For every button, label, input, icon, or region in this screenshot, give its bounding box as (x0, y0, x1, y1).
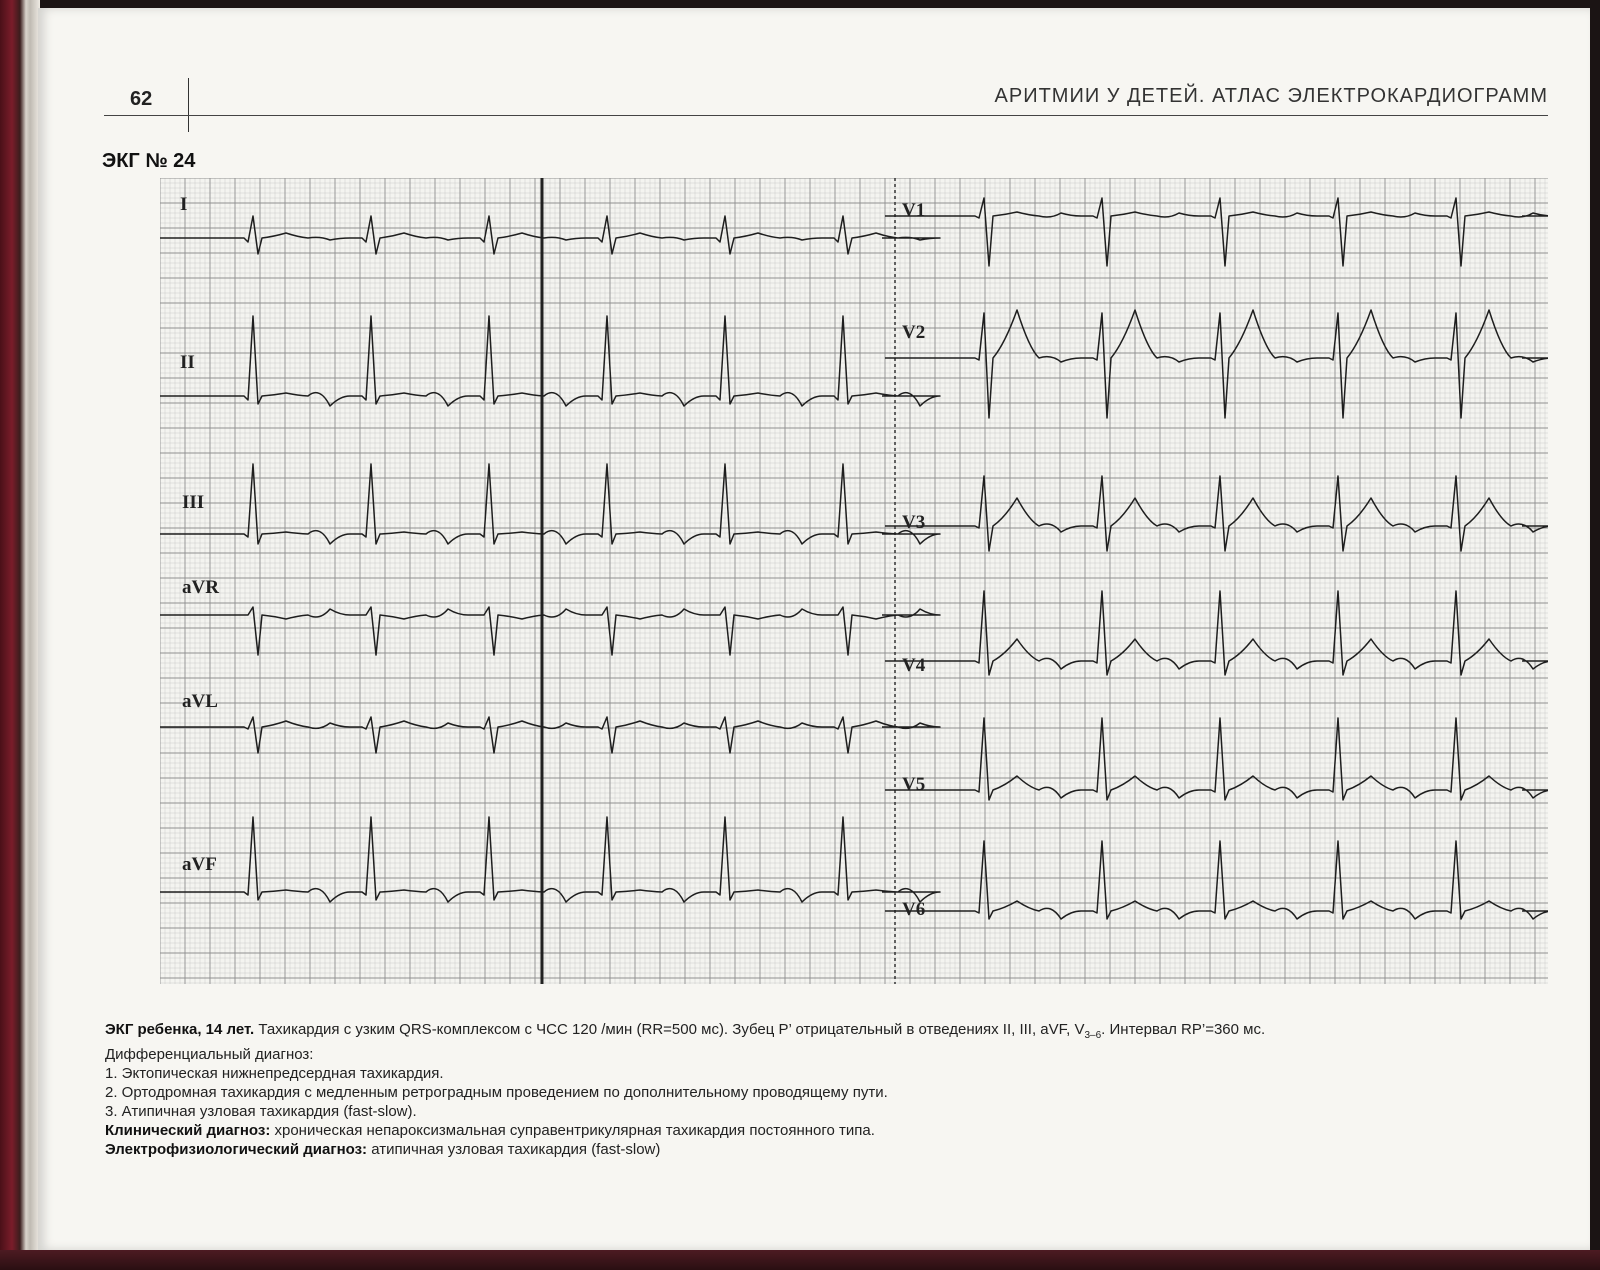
diff-item-2: 2. Ортодромная тахикардия с медленным ретроградным проведением по дополнительному проводящему пути. (105, 1084, 888, 1101)
diff-item-1: 1. Эктопическая нижнепредсердная тахикардия. (105, 1065, 444, 1082)
caption-bold: ЭКГ ребенка, 14 лет. (105, 1021, 255, 1038)
lead-label-i: I (180, 194, 188, 215)
lead-label-v4: V4 (902, 655, 926, 676)
book-binding (0, 0, 40, 1270)
lead-label-ii: II (180, 352, 195, 373)
diff-item-3: 3. Атипичная узловая тахикардия (fast-slow). (105, 1103, 417, 1120)
ep-text: атипичная узловая тахикардия (fast-slow) (367, 1141, 661, 1158)
lead-label-avf: aVF (182, 854, 217, 875)
clinical-text: хроническая непароксизмальная суправентрикулярная тахикардия постоянного типа. (270, 1122, 875, 1139)
caption-sub: 3–6 (1084, 1030, 1102, 1041)
caption-line-2: Дифференциальный диагноз: (105, 1046, 314, 1063)
page-number: 62 (130, 88, 153, 110)
ecg-figure (160, 178, 1548, 984)
clinical-label: Клинический диагноз: (105, 1122, 271, 1139)
caption-tail: . Интервал RP’=360 мс. (1101, 1021, 1266, 1038)
lead-label-avl: aVL (182, 691, 218, 712)
running-title: АРИТМИИ У ДЕТЕЙ. АТЛАС ЭЛЕКТРОКАРДИОГРАММ (994, 85, 1548, 107)
ep-diagnosis (105, 1140, 1545, 1159)
lead-label-v1: V1 (902, 200, 926, 221)
caption-line-1 (105, 1020, 1545, 1045)
lead-label-iii: III (182, 492, 205, 513)
clinical-diagnosis (105, 1121, 1545, 1140)
caption-text: Тахикардия с узким QRS-комплексом с ЧСС 120 /мин (RR=500 мс). Зубец Р’ отрицательный в отведениях II, III, aVF, V (254, 1021, 1085, 1038)
lead-label-avr: aVR (182, 577, 219, 598)
ecg-title: ЭКГ № 24 (102, 150, 196, 172)
figure-caption (105, 1020, 1545, 1159)
header-divider (188, 78, 189, 132)
lead-label-v5: V5 (902, 774, 926, 795)
lead-label-v2: V2 (902, 322, 926, 343)
ep-label: Электрофизиологический диагноз: (105, 1141, 368, 1158)
book-edge (0, 1250, 1600, 1270)
header-rule (104, 115, 1548, 116)
lead-label-v3: V3 (902, 512, 926, 533)
lead-label-v6: V6 (902, 899, 926, 920)
